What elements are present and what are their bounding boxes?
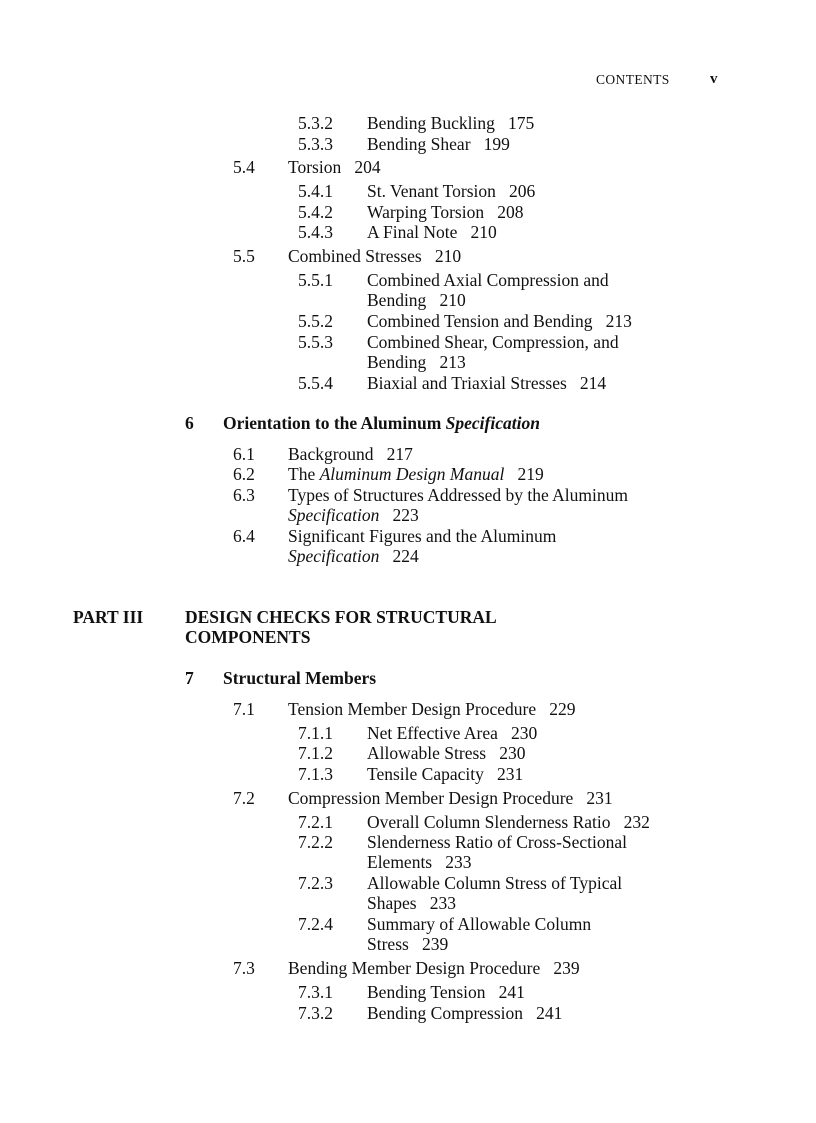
running-title: CONTENTS bbox=[596, 72, 670, 87]
page-number: v bbox=[710, 71, 718, 87]
